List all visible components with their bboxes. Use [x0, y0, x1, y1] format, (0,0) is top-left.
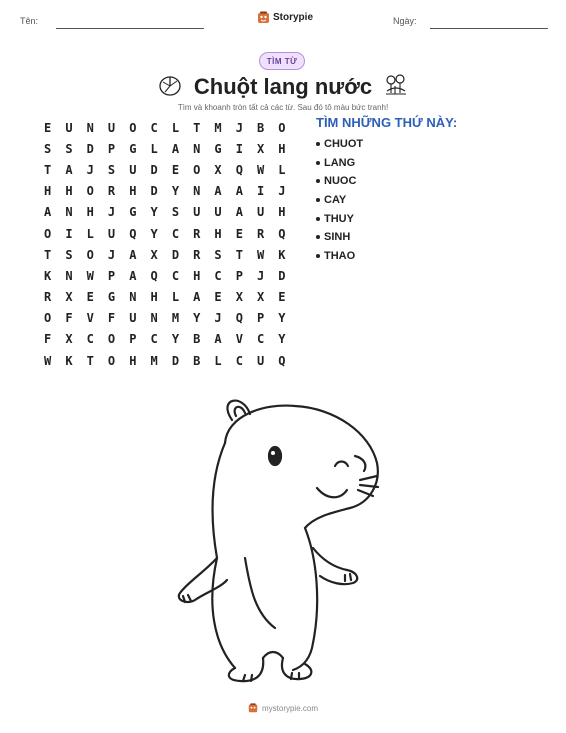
- grid-letter[interactable]: P: [107, 268, 116, 283]
- grid-letter[interactable]: U: [129, 311, 137, 326]
- grid-row: [37, 159, 293, 180]
- grid-letter[interactable]: T: [44, 247, 52, 262]
- grid-letter[interactable]: L: [171, 290, 180, 305]
- grid-letter[interactable]: R: [193, 226, 201, 241]
- grid-letter[interactable]: T: [235, 247, 243, 262]
- bullet: [316, 254, 320, 258]
- grid-letter[interactable]: G: [129, 205, 137, 220]
- grid-letter[interactable]: C: [171, 268, 180, 283]
- footer: [0, 703, 566, 713]
- grid-letter[interactable]: O: [129, 120, 137, 135]
- grid-letter[interactable]: F: [65, 311, 73, 326]
- grid-letter[interactable]: M: [171, 311, 180, 326]
- grid-letter[interactable]: N: [193, 141, 201, 156]
- grid-letter[interactable]: O: [278, 120, 286, 135]
- grid-letter[interactable]: H: [86, 205, 94, 220]
- grid-letter[interactable]: C: [171, 226, 180, 241]
- grid-letter[interactable]: S: [44, 141, 52, 156]
- category-badge: TÌM TỪ: [259, 52, 305, 70]
- grid-letter[interactable]: Y: [150, 205, 158, 220]
- grid-letter[interactable]: Q: [278, 353, 286, 368]
- grid-letter[interactable]: Q: [278, 226, 286, 241]
- word-text: LANG: [324, 156, 356, 169]
- grid-letter[interactable]: N: [86, 120, 94, 135]
- grid-row: [37, 350, 293, 371]
- grid-row: [37, 223, 293, 244]
- grid-letter[interactable]: Q: [235, 162, 243, 177]
- grid-letter[interactable]: U: [257, 205, 265, 220]
- date-line: [430, 28, 548, 29]
- grid-letter[interactable]: A: [235, 184, 243, 199]
- name-label: Tên:: [20, 16, 39, 26]
- grid-letter[interactable]: T: [193, 120, 201, 135]
- grid-letter[interactable]: H: [129, 353, 137, 368]
- bullet: [316, 235, 320, 239]
- grid-letter[interactable]: Y: [150, 226, 158, 241]
- grid-letter[interactable]: D: [171, 247, 180, 262]
- grass-plant-icon: [383, 73, 409, 97]
- grid-row: [37, 308, 293, 329]
- page-title: Chuột lang nước: [193, 74, 373, 99]
- word-search-grid: [37, 117, 293, 371]
- grid-letter[interactable]: K: [44, 268, 52, 283]
- grid-letter[interactable]: H: [278, 205, 286, 220]
- grid-letter[interactable]: P: [235, 268, 243, 283]
- grid-letter[interactable]: O: [107, 353, 116, 368]
- grid-row: [37, 265, 293, 286]
- grid-letter[interactable]: T: [44, 162, 52, 177]
- grid-letter[interactable]: H: [214, 226, 222, 241]
- grid-letter[interactable]: E: [235, 226, 243, 241]
- grid-letter[interactable]: Y: [278, 311, 286, 326]
- brand: [257, 11, 313, 24]
- grid-letter[interactable]: C: [150, 120, 158, 135]
- grid-letter[interactable]: A: [129, 268, 137, 283]
- grid-letter[interactable]: J: [257, 268, 265, 283]
- grid-letter[interactable]: S: [107, 162, 116, 177]
- grid-letter[interactable]: W: [257, 162, 265, 177]
- grid-letter[interactable]: H: [129, 184, 137, 199]
- grid-letter[interactable]: O: [44, 226, 52, 241]
- grid-letter[interactable]: H: [65, 184, 73, 199]
- grid-letter[interactable]: G: [129, 141, 137, 156]
- grid-letter[interactable]: O: [193, 162, 201, 177]
- word-list-item: [316, 209, 363, 228]
- grid-letter[interactable]: O: [44, 311, 52, 326]
- grid-letter[interactable]: W: [257, 247, 265, 262]
- grid-letter[interactable]: A: [44, 205, 52, 220]
- grid-letter[interactable]: J: [107, 247, 116, 262]
- grid-letter[interactable]: C: [150, 332, 158, 347]
- grid-letter[interactable]: S: [65, 141, 73, 156]
- grid-letter[interactable]: C: [257, 332, 265, 347]
- grid-letter[interactable]: X: [150, 247, 158, 262]
- grid-letter[interactable]: U: [193, 205, 201, 220]
- grid-letter[interactable]: Y: [278, 332, 286, 347]
- grid-letter[interactable]: K: [65, 353, 73, 368]
- grid-letter[interactable]: U: [257, 353, 265, 368]
- grid-letter[interactable]: F: [44, 332, 52, 347]
- word-list-item: [316, 154, 363, 173]
- grid-letter[interactable]: H: [278, 141, 286, 156]
- grid-letter[interactable]: X: [214, 162, 222, 177]
- grid-letter[interactable]: E: [44, 120, 52, 135]
- grid-letter[interactable]: J: [86, 162, 94, 177]
- grid-letter[interactable]: O: [86, 184, 94, 199]
- grid-letter[interactable]: A: [129, 247, 137, 262]
- grid-letter[interactable]: E: [171, 162, 180, 177]
- grid-letter[interactable]: L: [171, 120, 180, 135]
- grid-letter[interactable]: L: [150, 141, 158, 156]
- grid-letter[interactable]: X: [235, 290, 243, 305]
- grid-letter[interactable]: N: [193, 184, 201, 199]
- grid-letter[interactable]: I: [235, 141, 243, 156]
- grid-row: [37, 138, 293, 159]
- grid-letter[interactable]: D: [171, 353, 180, 368]
- word-list-item: [316, 191, 363, 210]
- grid-letter[interactable]: R: [107, 184, 116, 199]
- grid-letter[interactable]: B: [193, 353, 201, 368]
- grid-letter[interactable]: L: [86, 226, 94, 241]
- word-text: SINH: [324, 231, 351, 244]
- grid-letter[interactable]: H: [44, 184, 52, 199]
- grid-letter[interactable]: M: [214, 120, 222, 135]
- grid-letter[interactable]: X: [65, 290, 73, 305]
- grid-letter[interactable]: L: [278, 162, 286, 177]
- grid-letter[interactable]: T: [86, 353, 94, 368]
- grid-letter[interactable]: D: [150, 162, 158, 177]
- storypie-logo-icon: [248, 703, 258, 713]
- grid-letter[interactable]: J: [214, 311, 222, 326]
- grid-letter[interactable]: Q: [235, 311, 243, 326]
- date-label: Ngày:: [393, 16, 417, 26]
- grid-letter[interactable]: H: [193, 268, 201, 283]
- grid-letter[interactable]: B: [193, 332, 201, 347]
- grid-row: [37, 244, 293, 265]
- grid-letter[interactable]: Q: [129, 226, 137, 241]
- brand-name: Storypie: [273, 12, 314, 23]
- grid-letter[interactable]: A: [171, 141, 180, 156]
- grid-letter[interactable]: U: [129, 162, 137, 177]
- grid-letter[interactable]: A: [214, 184, 222, 199]
- grid-letter[interactable]: P: [107, 141, 116, 156]
- name-line: [56, 28, 204, 29]
- grid-letter[interactable]: I: [65, 226, 73, 241]
- grid-letter[interactable]: E: [214, 290, 222, 305]
- grid-letter[interactable]: A: [65, 162, 73, 177]
- grid-row: [37, 287, 293, 308]
- grid-row: [37, 117, 293, 138]
- grid-letter[interactable]: X: [257, 141, 265, 156]
- grid-letter[interactable]: N: [150, 311, 158, 326]
- grid-letter[interactable]: A: [214, 332, 222, 347]
- grid-row: [37, 181, 293, 202]
- grid-letter[interactable]: M: [150, 353, 158, 368]
- grid-letter[interactable]: F: [107, 311, 116, 326]
- bullet: [316, 198, 320, 202]
- word-list-item: [316, 247, 363, 266]
- capybara-illustration: [165, 388, 385, 683]
- footer-url: mystorypie.com: [261, 703, 318, 713]
- grid-letter[interactable]: D: [278, 268, 286, 283]
- grid-letter[interactable]: J: [278, 184, 286, 199]
- grid-letter[interactable]: O: [107, 332, 116, 347]
- grid-letter[interactable]: N: [129, 290, 137, 305]
- word-text: CAY: [324, 194, 347, 207]
- grid-letter[interactable]: K: [278, 247, 286, 262]
- grid-letter[interactable]: W: [44, 353, 52, 368]
- word-list-item: [316, 135, 363, 154]
- grid-letter[interactable]: B: [257, 120, 265, 135]
- grid-letter[interactable]: O: [86, 247, 94, 262]
- grid-letter[interactable]: N: [65, 205, 73, 220]
- word-text: THUY: [324, 212, 354, 225]
- grid-letter[interactable]: G: [107, 290, 116, 305]
- grid-letter[interactable]: Y: [171, 184, 180, 199]
- grid-letter[interactable]: U: [65, 120, 73, 135]
- bullet: [316, 161, 320, 165]
- grid-letter[interactable]: Q: [150, 268, 158, 283]
- grid-letter[interactable]: Y: [171, 332, 180, 347]
- bullet: [316, 179, 320, 183]
- grid-letter[interactable]: D: [86, 141, 94, 156]
- bullet: [316, 217, 320, 221]
- grid-letter[interactable]: R: [193, 247, 201, 262]
- grid-letter[interactable]: R: [44, 290, 52, 305]
- grid-letter[interactable]: S: [214, 247, 222, 262]
- grid-letter[interactable]: I: [257, 184, 265, 199]
- grid-letter[interactable]: S: [65, 247, 73, 262]
- grid-letter[interactable]: V: [235, 332, 243, 347]
- grid-letter[interactable]: Y: [193, 311, 201, 326]
- grid-letter[interactable]: U: [107, 226, 116, 241]
- grid-letter[interactable]: L: [214, 353, 222, 368]
- grid-letter[interactable]: D: [150, 184, 158, 199]
- word-text: THAO: [324, 249, 356, 262]
- grid-letter[interactable]: C: [235, 353, 243, 368]
- page-header: [0, 10, 566, 34]
- grid-letter[interactable]: V: [86, 311, 94, 326]
- word-list: [316, 135, 363, 265]
- word-text: NUOC: [324, 175, 357, 188]
- grid-letter[interactable]: W: [86, 268, 94, 283]
- instructions: Tìm và khoanh tròn tất cả các từ. Sau đó tô màu bức tranh!: [177, 103, 389, 112]
- grid-row: [37, 329, 293, 350]
- grid-letter[interactable]: E: [86, 290, 94, 305]
- grid-letter[interactable]: A: [193, 290, 201, 305]
- grid-letter[interactable]: N: [65, 268, 73, 283]
- grid-letter[interactable]: J: [107, 205, 116, 220]
- grid-letter[interactable]: P: [257, 311, 265, 326]
- grid-letter[interactable]: S: [171, 205, 180, 220]
- grid-letter[interactable]: R: [257, 226, 265, 241]
- grid-letter[interactable]: E: [278, 290, 286, 305]
- grid-letter[interactable]: X: [65, 332, 73, 347]
- word-list-item: [316, 228, 363, 247]
- bullet: [316, 142, 320, 146]
- storypie-logo-icon: [257, 11, 270, 24]
- grid-letter[interactable]: A: [235, 205, 243, 220]
- grid-letter[interactable]: U: [214, 205, 222, 220]
- grid-letter[interactable]: H: [150, 290, 158, 305]
- grid-letter[interactable]: X: [257, 290, 265, 305]
- grid-letter[interactable]: P: [129, 332, 137, 347]
- word-text: CHUOT: [324, 138, 364, 151]
- grid-letter[interactable]: U: [107, 120, 116, 135]
- grid-letter[interactable]: C: [86, 332, 94, 347]
- grid-letter[interactable]: G: [214, 141, 222, 156]
- grid-letter[interactable]: J: [235, 120, 243, 135]
- word-list-item: [316, 172, 363, 191]
- grid-row: [37, 202, 293, 223]
- word-list-title: TÌM NHỮNG THỨ NÀY:: [316, 115, 458, 130]
- grid-letter[interactable]: C: [214, 268, 222, 283]
